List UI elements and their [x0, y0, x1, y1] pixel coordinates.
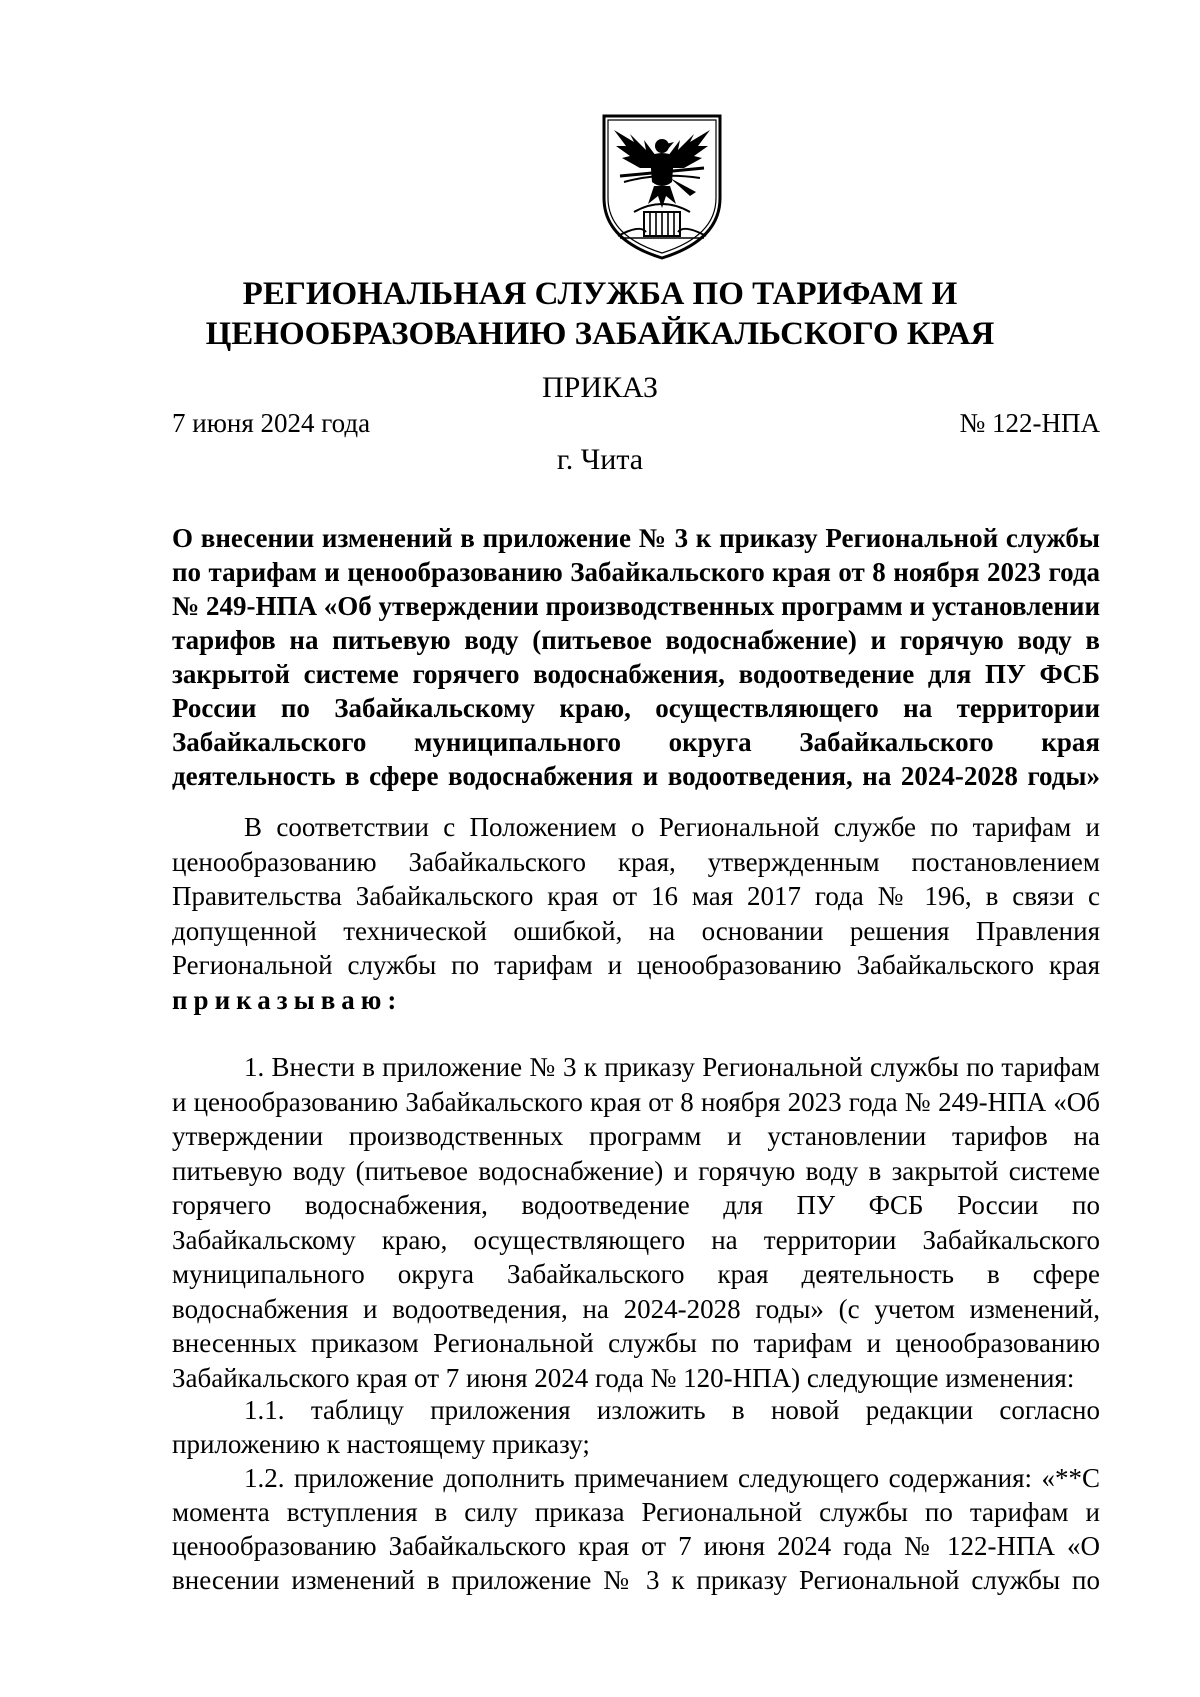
document-subject: О внесении изменений в приложение № 3 к приказу Региональной службы по тарифам и ценообразованию Забайкальского края от 8 ноября 2023 года № 249-НПА «Об утверждении производственных программ и установлении тарифов на питьевую воду (питьевое водоснабжение) и горячую воду в закрытой системе горячего водоснабжения, водоотведение для ПУ ФСБ России по Забайкальскому краю, осуществляющего на территории Забайкальского муниципального округа Забайкальского края деятельность в сфере водоснабжения и водоотведения, на 2024-2028 годы»: [172, 523, 1100, 791]
preamble-text: В соответствии с Положением о Региональной службе по тарифам и ценообразованию Забайкальского края, утвержденным постановлением Правительства Забайкальского края от 16 мая 2017 года № 196, в связи с допущенной технической ошибкой, на основании решения Правления Региональной службы по тарифам и ценообразованию Забайкальского края: [172, 812, 1100, 980]
document-date: 7 июня 2024 года: [172, 408, 371, 438]
coat-of-arms-eagle-icon: [600, 112, 724, 262]
item-1-2-paragraph: [172, 1461, 1100, 1597]
item-1-paragraph: [172, 1050, 1100, 1395]
document-city: г. Чита: [556, 443, 644, 476]
order-word: приказываю:: [172, 984, 403, 1015]
document-type: ПРИКАЗ: [542, 371, 658, 404]
item-1-text: 1. Внести в приложение № 3 к приказу Региональной службы по тарифам и ценообразованию Забайкальского края от 8 ноября 2023 года № 249-НПА «Об утверждении производственных программ и установлении тарифов на питьевую воду (питьевое водоснабжение) и горячую воду в закрытой системе горячего водоснабжения, водоотведение для ПУ ФСБ России по Забайкальскому краю, осуществляющего на территории Забайкальского муниципального округа Забайкальского края деятельность в сфере водоснабжения и водоотведения, на 2024-2028 годы» (с учетом изменений, внесенных приказом Региональной службы по тарифам и ценообразованию Забайкальского края от 7 июня 2024 года № 120-НПА) следующие изменения:: [172, 1052, 1100, 1393]
item-1-1-text: 1.1. таблицу приложения изложить в новой редакции согласно приложению к настоящему приказу;: [172, 1395, 1100, 1459]
item-1-2-text: 1.2. приложение дополнить примечанием следующего содержания: «**С момента вступления в силу приказа Региональной службы по тарифам и ценообразованию Забайкальского края от 7 июня 2024 года № 122-НПА «О внесении изменений в приложение № 3 к приказу Региональной службы по: [172, 1463, 1100, 1595]
preamble-paragraph: [172, 810, 1100, 1017]
organization-title: РЕГИОНАЛЬНАЯ СЛУЖБА ПО ТАРИФАМ И ЦЕНООБРАЗОВАНИЮ ЗАБАЙКАЛЬСКОГО КРАЯ: [205, 276, 995, 352]
document-number: № 122-НПА: [959, 408, 1100, 438]
item-1-1-paragraph: [172, 1393, 1100, 1461]
